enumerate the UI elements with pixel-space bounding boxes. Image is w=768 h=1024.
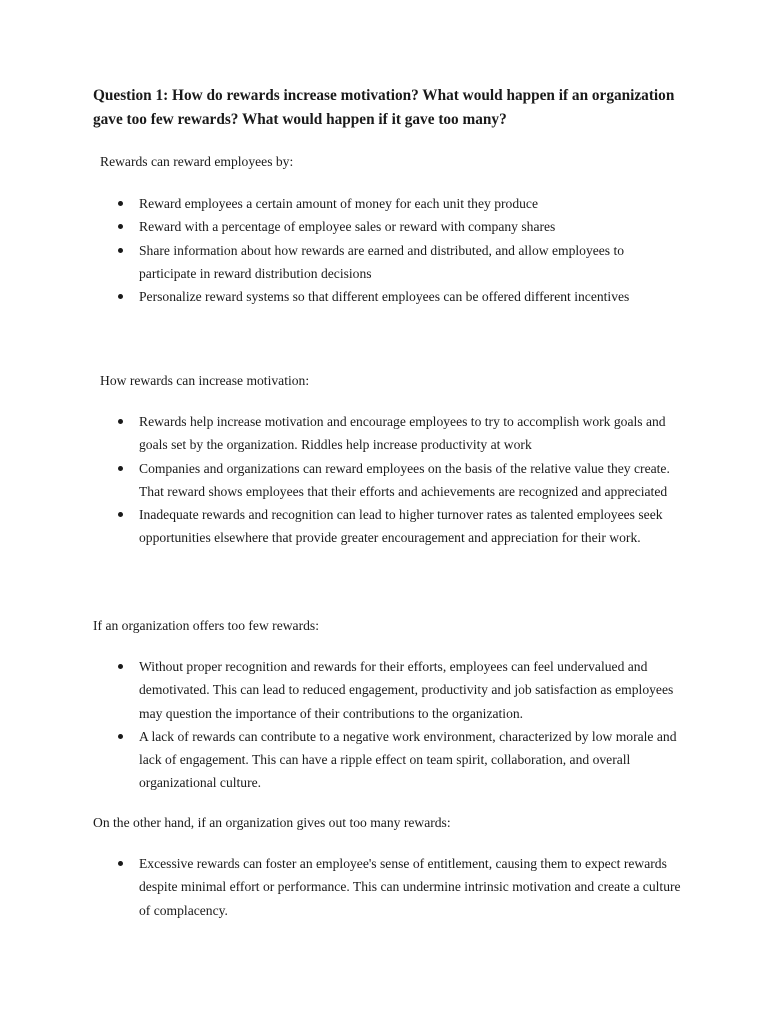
list-item: Companies and organizations can reward employees on the basis of the relative value they create. That reward shows employees that their efforts and achievements are recognized and appreciated bbox=[139, 457, 684, 504]
question-heading bbox=[93, 84, 693, 132]
list-item: Share information about how rewards are earned and distributed, and allow employees to participate in reward distribution decisions bbox=[139, 239, 684, 286]
list-item: Reward with a percentage of employee sales or reward with company shares bbox=[139, 215, 684, 238]
section-intro-reward-methods: Rewards can reward employees by: bbox=[100, 154, 294, 169]
list-item: Personalize reward systems so that different employees can be offered different incentives bbox=[139, 285, 684, 308]
motivation-list bbox=[139, 410, 684, 550]
reward-methods-list bbox=[139, 192, 684, 308]
too-few-list bbox=[139, 655, 684, 795]
list-item: Inadequate rewards and recognition can lead to higher turnover rates as talented employees seek opportunities elsewhere that provide greater encouragement and appreciation for their work. bbox=[139, 503, 684, 550]
list-item: Excessive rewards can foster an employee's sense of entitlement, causing them to expect rewards despite minimal effort or performance. This can undermine intrinsic motivation and create a culture of complacency. bbox=[139, 852, 684, 922]
list-item: Reward employees a certain amount of money for each unit they produce bbox=[139, 192, 684, 215]
section-intro-too-few: If an organization offers too few rewards: bbox=[93, 618, 319, 633]
question-text: How do rewards increase motivation? What would happen if an organization gave too few rewards? What would happen if it gave too many? bbox=[93, 87, 675, 128]
section-intro-too-many: On the other hand, if an organization gives out too many rewards: bbox=[93, 815, 451, 830]
list-item: A lack of rewards can contribute to a negative work environment, characterized by low morale and lack of engagement. This can have a ripple effect on team spirit, collaboration, and overall organizational culture. bbox=[139, 725, 684, 795]
list-item: Without proper recognition and rewards for their efforts, employees can feel undervalued and demotivated. This can lead to reduced engagement, productivity and job satisfaction as employees may question the importance of their contributions to the organization. bbox=[139, 655, 684, 725]
too-many-list bbox=[139, 852, 684, 922]
section-intro-motivation: How rewards can increase motivation: bbox=[100, 373, 310, 388]
list-item: Rewards help increase motivation and encourage employees to try to accomplish work goals and goals set by the organization. Riddles help increase productivity at work bbox=[139, 410, 684, 457]
question-label: Question 1: bbox=[93, 87, 169, 104]
